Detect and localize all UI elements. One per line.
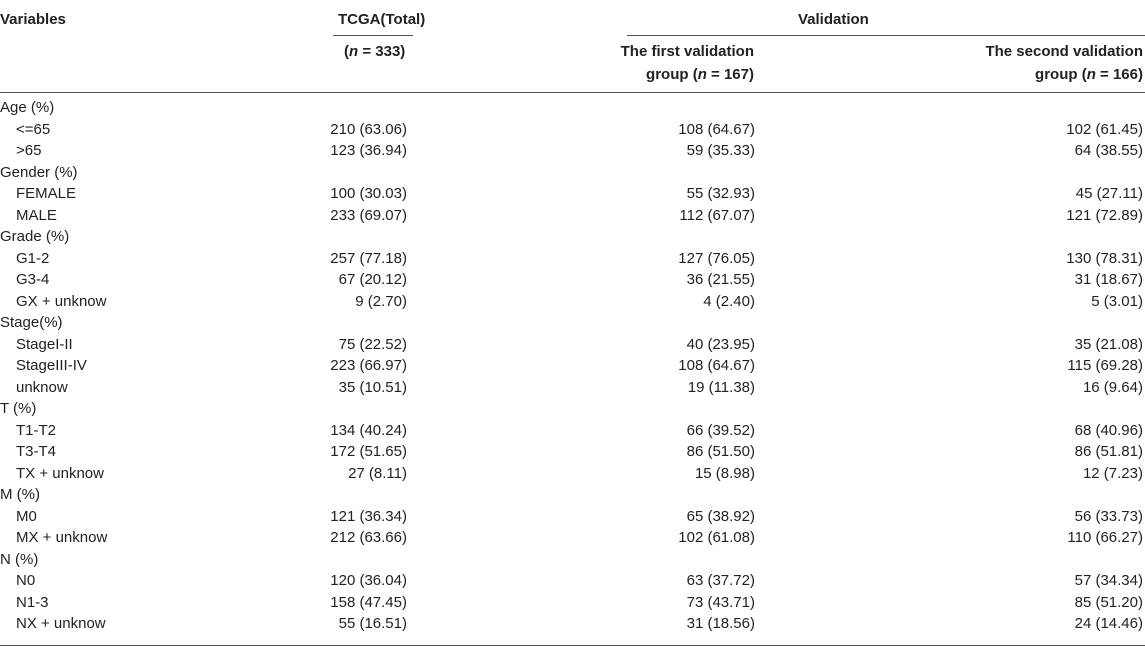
header-first-validation: [621, 40, 754, 86]
first-validation-cell: 127 (76.05): [678, 249, 755, 267]
second-validation-line1: The second validation: [985, 43, 1143, 60]
row-label: G1-2: [16, 249, 50, 267]
tcga-cell: 121 (36.34): [330, 507, 407, 525]
row-label: >65: [16, 142, 42, 159]
row-label: M0: [16, 507, 37, 525]
first-validation-line2: [621, 63, 754, 86]
tcga-cell: 172 (51.65): [330, 443, 407, 460]
row-label: N (%): [0, 550, 39, 568]
header-validation: Validation: [798, 11, 869, 28]
second-n-prefix: group (: [1035, 66, 1087, 83]
first-validation-cell: 19 (11.38): [687, 378, 755, 396]
table-row: [0, 441, 1145, 463]
second-validation-cell: 56 (33.73): [1074, 507, 1143, 525]
second-validation-cell: 86 (51.81): [1074, 443, 1143, 460]
tcga-cell: 223 (66.97): [330, 357, 407, 374]
tcga-cell: 120 (36.04): [330, 572, 407, 589]
first-validation-cell: 65 (38.92): [686, 507, 755, 525]
tcga-cell: 100 (30.03): [330, 185, 407, 202]
row-label: Gender (%): [0, 163, 78, 181]
row-label: NX + unknow: [16, 615, 106, 632]
second-validation-cell: 35 (21.08): [1074, 335, 1143, 353]
table-row: [0, 140, 1145, 162]
table-row: [0, 205, 1145, 227]
row-label: <=65: [16, 120, 51, 138]
n-italic: n: [1086, 66, 1096, 83]
first-validation-cell: 59 (35.33): [686, 142, 755, 159]
tcga-cell: 55 (16.51): [338, 615, 407, 632]
row-label: Age (%): [0, 99, 55, 116]
second-validation-cell: 24 (14.46): [1074, 615, 1143, 632]
second-validation-cell: 85 (51.20): [1074, 593, 1143, 611]
row-label: unknow: [16, 378, 68, 396]
row-label: GX + unknow: [16, 292, 107, 310]
first-validation-cell: 4 (2.40): [703, 292, 755, 310]
tcga-cell: 158 (47.45): [330, 593, 407, 611]
table-row: [0, 355, 1145, 377]
second-validation-cell: 130 (78.31): [1066, 249, 1143, 267]
table-row: [0, 463, 1145, 485]
header-second-validation: [985, 40, 1143, 86]
tcga-cell: 35 (10.51): [338, 378, 407, 396]
category-row: [0, 398, 1145, 420]
row-label: N0: [16, 572, 36, 589]
row-label: T3-T4: [16, 443, 57, 460]
row-label: MX + unknow: [16, 529, 108, 546]
table-row: [0, 592, 1145, 614]
category-row: [0, 312, 1145, 334]
second-validation-cell: 68 (40.96): [1074, 421, 1143, 439]
tcga-cell: 123 (36.94): [330, 142, 407, 159]
second-validation-cell: 16 (9.64): [1082, 378, 1143, 396]
row-label: StageI-II: [16, 335, 73, 353]
n-italic: n: [349, 43, 359, 60]
second-validation-cell: 5 (3.01): [1091, 292, 1143, 310]
category-row: [0, 226, 1145, 248]
row-label: M (%): [0, 486, 40, 503]
table-row: [0, 420, 1145, 442]
table-row: [0, 506, 1145, 528]
n-italic: n: [697, 66, 707, 83]
row-label: N1-3: [16, 593, 49, 611]
first-validation-cell: 73 (43.71): [686, 593, 755, 611]
first-validation-cell: 55 (32.93): [686, 185, 755, 202]
first-validation-cell: 108 (64.67): [678, 120, 755, 138]
second-validation-cell: 64 (38.55): [1074, 142, 1143, 159]
tcga-cell: 9 (2.70): [355, 292, 407, 310]
header-bottom-rule: [0, 92, 1145, 93]
category-row: [0, 549, 1145, 571]
row-label: T (%): [0, 400, 37, 417]
table-row: [0, 291, 1145, 313]
table-row: [0, 183, 1145, 205]
first-validation-cell: 15 (8.98): [694, 464, 755, 482]
tcga-cell: 212 (63.66): [330, 529, 407, 546]
category-row: [0, 484, 1145, 506]
first-validation-line1: The first validation: [620, 43, 754, 60]
header-tcga: TCGA(Total): [338, 11, 426, 28]
table-row: [0, 527, 1145, 549]
row-label: G3-4: [16, 271, 50, 288]
first-n-value: = 167): [706, 66, 754, 83]
table-row: [0, 613, 1145, 635]
second-validation-cell: 102 (61.45): [1066, 120, 1143, 138]
first-validation-cell: 86 (51.50): [686, 443, 755, 460]
category-row: [0, 97, 1145, 119]
first-validation-cell: 31 (18.56): [686, 615, 755, 632]
tcga-cell: 27 (8.11): [348, 464, 407, 482]
tcga-n-value: = 333): [358, 43, 406, 60]
table-row: [0, 248, 1145, 270]
row-label: MALE: [16, 206, 57, 224]
second-validation-cell: 31 (18.67): [1074, 271, 1143, 288]
second-validation-line2: [985, 63, 1143, 86]
tcga-cell: 210 (63.06): [330, 120, 407, 138]
table-row: [0, 334, 1145, 356]
tcga-cell: 233 (69.07): [330, 206, 407, 224]
tcga-underline: [333, 35, 413, 36]
tcga-cell: 67 (20.12): [338, 271, 407, 288]
table-row: [0, 269, 1145, 291]
second-validation-cell: 45 (27.11): [1075, 185, 1143, 202]
header-variables: Variables: [0, 11, 66, 28]
second-validation-cell: 115 (69.28): [1067, 357, 1143, 374]
first-n-prefix: group (: [646, 66, 698, 83]
second-n-value: = 166): [1095, 66, 1143, 83]
header-tcga-n: (n = 333): [344, 43, 406, 60]
second-validation-cell: 121 (72.89): [1066, 206, 1143, 224]
tcga-cell: 75 (22.52): [338, 335, 407, 353]
first-validation-cell: 102 (61.08): [678, 529, 755, 546]
row-label: Stage(%): [0, 314, 63, 331]
table-row: [0, 377, 1145, 399]
first-validation-cell: 40 (23.95): [686, 335, 755, 353]
first-validation-cell: 66 (39.52): [686, 421, 755, 439]
second-validation-cell: 57 (34.34): [1074, 572, 1143, 589]
row-label: Grade (%): [0, 228, 70, 245]
row-label: T1-T2: [16, 421, 57, 439]
tcga-cell: 257 (77.18): [330, 249, 407, 267]
first-validation-cell: 112 (67.07): [679, 206, 755, 224]
row-label: TX + unknow: [16, 464, 104, 482]
first-validation-cell: 108 (64.67): [678, 357, 755, 374]
validation-underline: [627, 35, 1145, 36]
table-row: [0, 119, 1145, 141]
row-label: StageIII-IV: [16, 357, 87, 374]
table-row: [0, 570, 1145, 592]
second-validation-cell: 12 (7.23): [1082, 464, 1143, 482]
first-validation-cell: 63 (37.72): [686, 572, 755, 589]
second-validation-cell: 110 (66.27): [1067, 529, 1143, 546]
tcga-cell: 134 (40.24): [330, 421, 407, 439]
row-label: FEMALE: [16, 185, 77, 202]
first-validation-cell: 36 (21.55): [686, 271, 755, 288]
category-row: [0, 162, 1145, 184]
